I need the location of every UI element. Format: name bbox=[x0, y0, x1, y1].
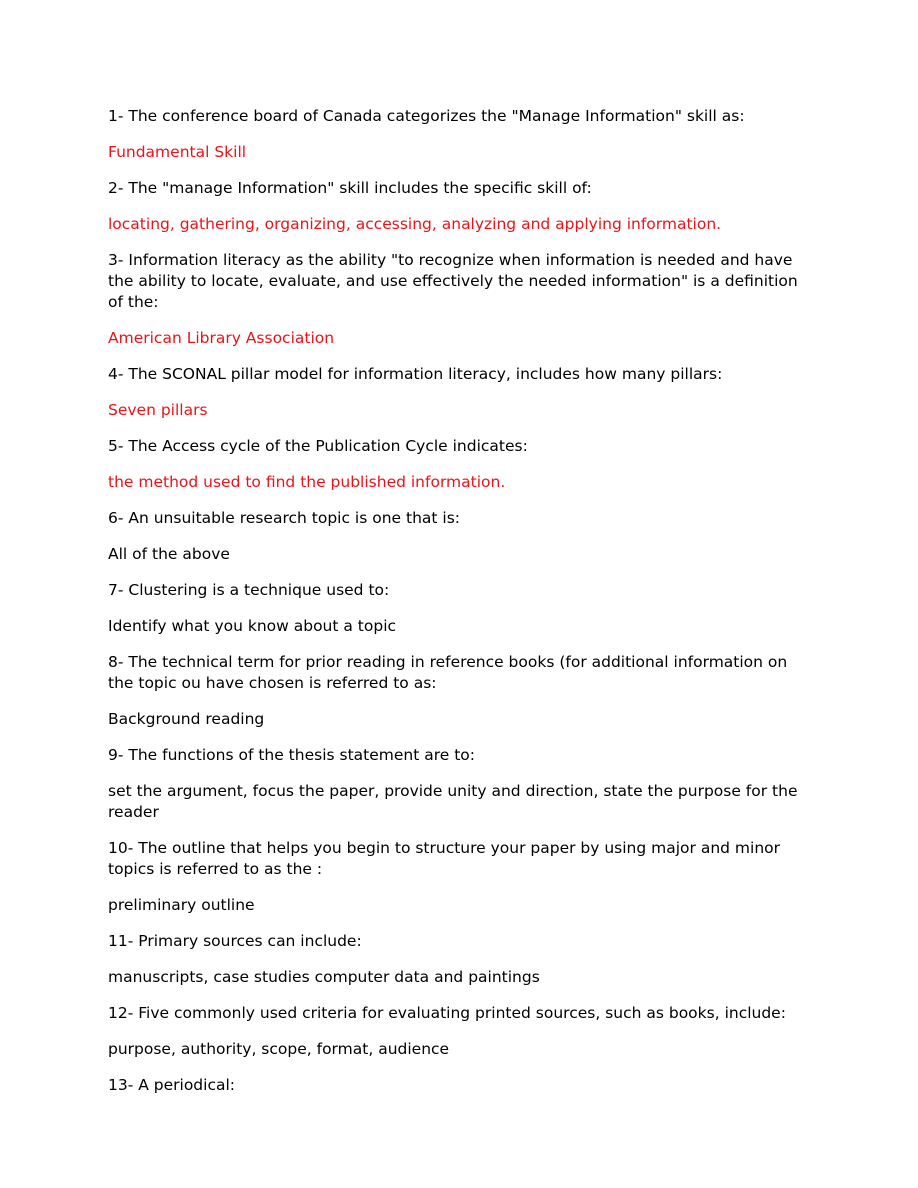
answer-1: Fundamental Skill bbox=[108, 143, 247, 161]
answer-3: American Library Association bbox=[108, 329, 335, 347]
question-12: 12- Five commonly used criteria for evaluating printed sources, such as books, include: bbox=[108, 1004, 786, 1022]
question-4: 4- The SCONAL pillar model for information literacy, includes how many pillars: bbox=[108, 365, 723, 383]
question-10: 10- The outline that helps you begin to structure your paper by using major and minor topics is referred to as the : bbox=[108, 839, 781, 878]
answer-9: set the argument, focus the paper, provide unity and direction, state the purpose for the reader bbox=[108, 782, 798, 821]
answer-12: purpose, authority, scope, format, audience bbox=[108, 1040, 450, 1058]
question-9: 9- The functions of the thesis statement are to: bbox=[108, 746, 476, 764]
answer-2: locating, gathering, organizing, accessing, analyzing and applying information. bbox=[108, 215, 722, 233]
answer-8: Background reading bbox=[108, 710, 265, 728]
question-7: 7- Clustering is a technique used to: bbox=[108, 581, 390, 599]
answer-5: the method used to find the published information. bbox=[108, 473, 506, 491]
question-3: 3- Information literacy as the ability "to recognize when information is needed and have the ability to locate, evaluate, and use effectively the needed information" is a definition of the: bbox=[108, 251, 798, 311]
question-1: 1- The conference board of Canada categorizes the "Manage Information" skill as: bbox=[108, 107, 745, 125]
question-6: 6- An unsuitable research topic is one that is: bbox=[108, 509, 460, 527]
question-5: 5- The Access cycle of the Publication Cycle indicates: bbox=[108, 437, 528, 455]
question-13: 13- A periodical: bbox=[108, 1076, 236, 1094]
answer-6: All of the above bbox=[108, 545, 230, 563]
answer-7: Identify what you know about a topic bbox=[108, 617, 397, 635]
document-page bbox=[108, 106, 808, 1111]
answer-10: preliminary outline bbox=[108, 896, 255, 914]
question-8: 8- The technical term for prior reading in reference books (for additional information on the topic ou have chosen is referred to as: bbox=[108, 653, 788, 692]
question-2: 2- The "manage Information" skill includes the specific skill of: bbox=[108, 179, 592, 197]
question-11: 11- Primary sources can include: bbox=[108, 932, 362, 950]
answer-4: Seven pillars bbox=[108, 401, 208, 419]
answer-11: manuscripts, case studies computer data and paintings bbox=[108, 968, 540, 986]
